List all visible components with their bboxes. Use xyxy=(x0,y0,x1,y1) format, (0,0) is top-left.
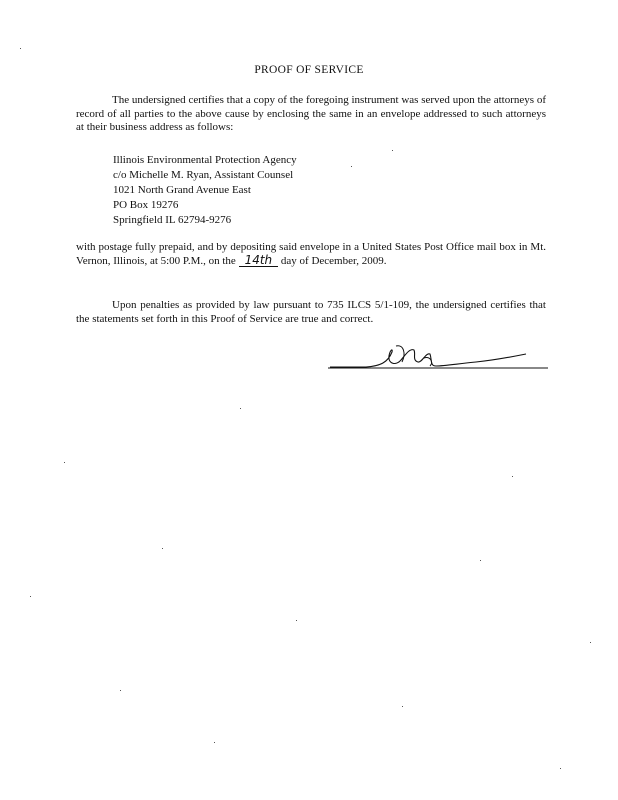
scan-speck xyxy=(480,560,481,561)
address-line-2: c/o Michelle M. Ryan, Assistant Counsel xyxy=(113,169,294,181)
address-line-4: PO Box 19276 xyxy=(113,199,179,211)
mailing-paragraph-text: with postage fully prepaid, and by depositing said envelope in a United States Post Office mail box in Mt. Vernon, Illinois, at 5:00 P.M., on the xyxy=(76,241,546,267)
document-title: PROOF OF SERVICE xyxy=(254,64,364,76)
service-paragraph-text: The undersigned certifies that a copy of the foregoing instrument was served upon the attorneys of record of all parties to the above cause by enclosing the same in an envelope addressed to such attorneys at their business address as follows: xyxy=(76,94,546,134)
signature-stroke xyxy=(330,350,526,367)
handwritten-day: 14th xyxy=(239,255,279,267)
address-line-3: 1021 North Grand Avenue East xyxy=(113,184,251,196)
scan-speck xyxy=(392,150,393,151)
scan-speck xyxy=(590,642,591,643)
signature xyxy=(326,340,550,374)
scan-speck xyxy=(64,462,65,463)
recipient-address xyxy=(113,153,297,228)
scan-speck xyxy=(512,476,513,477)
scan-speck xyxy=(402,706,403,707)
scan-speck xyxy=(214,742,215,743)
mailing-paragraph xyxy=(76,241,546,268)
scan-speck xyxy=(20,48,21,49)
address-line-1: Illinois Environmental Protection Agency xyxy=(113,154,297,166)
scan-speck xyxy=(560,768,561,769)
service-paragraph xyxy=(76,94,546,135)
scan-speck xyxy=(120,690,121,691)
mailing-paragraph-end: day of December, 2009. xyxy=(280,254,387,267)
scan-speck xyxy=(351,166,352,167)
address-line-5: Springfield IL 62794-9276 xyxy=(113,214,232,226)
certification-paragraph-text: Upon penalties as provided by law pursuant to 735 ILCS 5/1-109, the undersigned certifies that the statements set forth in this Proof of Service are true and correct. xyxy=(76,299,546,325)
scan-speck xyxy=(240,408,241,409)
scan-speck xyxy=(296,620,297,621)
scan-speck xyxy=(30,596,31,597)
scan-speck xyxy=(162,548,163,549)
certification-paragraph xyxy=(76,299,546,326)
